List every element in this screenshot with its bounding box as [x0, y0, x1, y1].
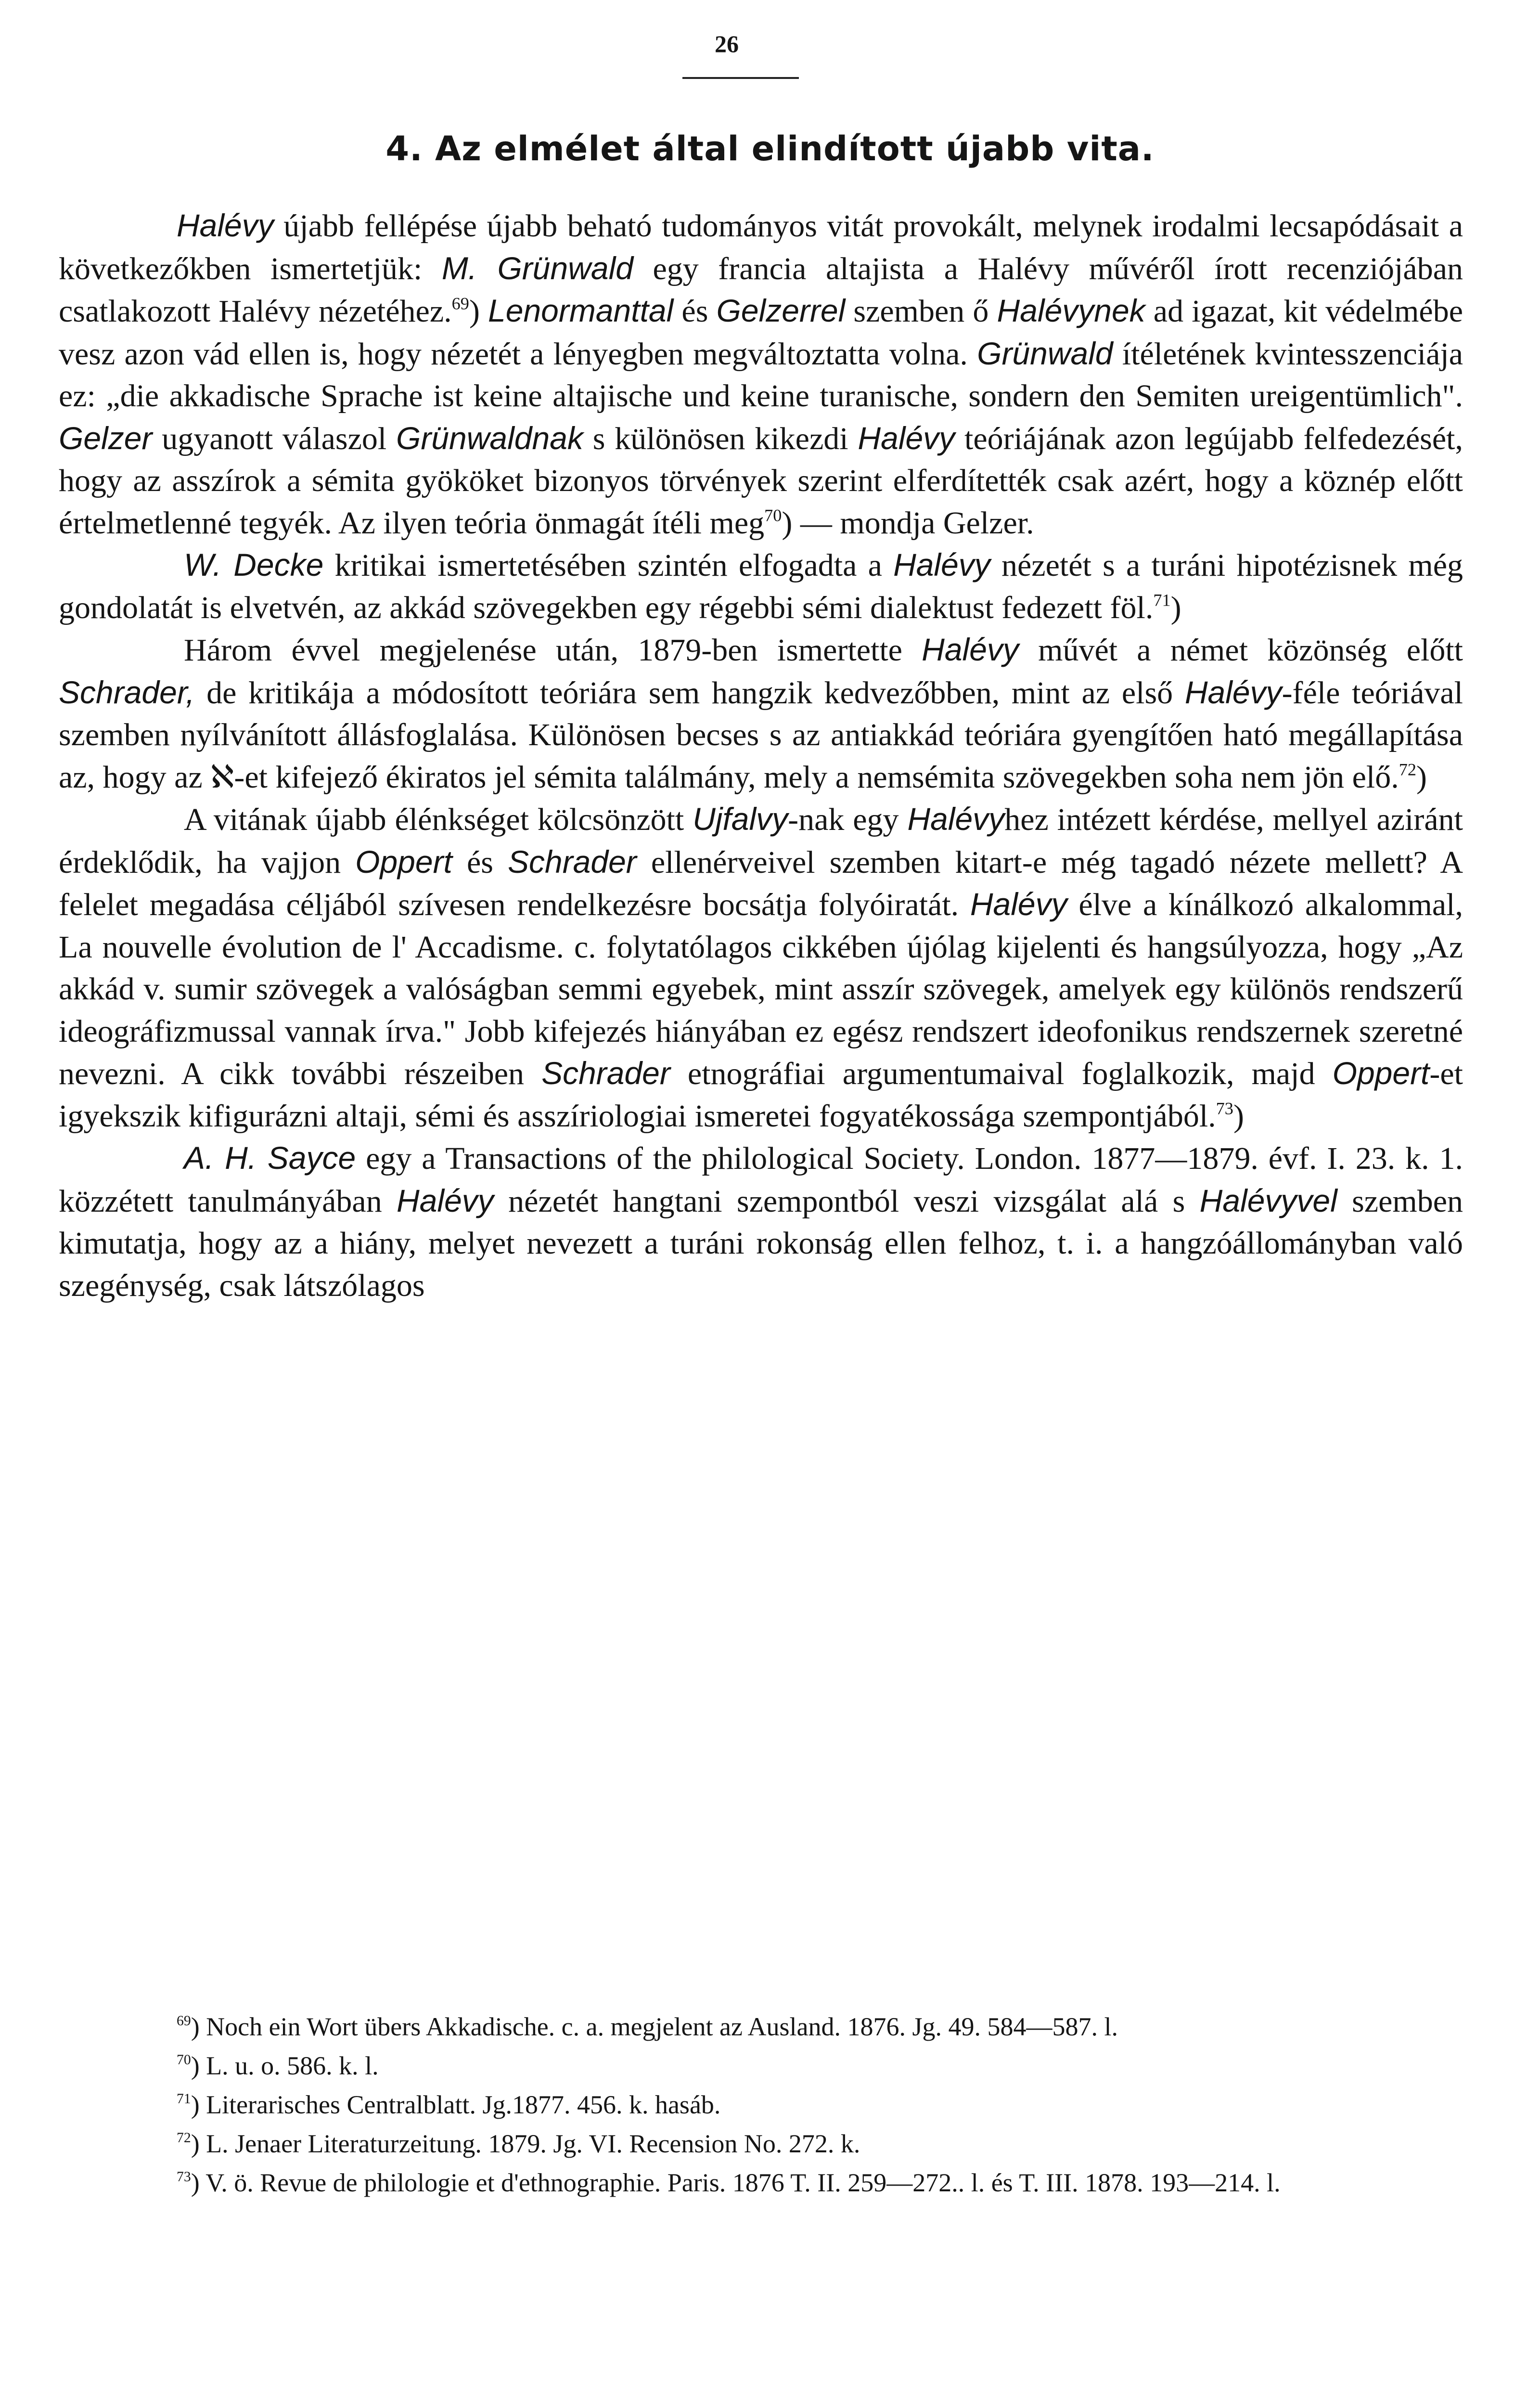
section-heading: 4. Az elmélet által elindított újabb vita. [385, 129, 1155, 168]
text-run: s különösen kikezdi [583, 421, 858, 456]
name-ref: Grünwald [977, 335, 1113, 371]
body-text [59, 205, 1463, 1307]
footnote-ref: 69 [451, 294, 469, 313]
name-ref: Halévyvel [1199, 1182, 1337, 1218]
name-ref: Halévy [177, 207, 274, 243]
footnote-ref: 73 [1216, 1099, 1233, 1118]
footnote-ref: 70 [764, 505, 782, 525]
name-ref: A. H. Sayce [184, 1140, 356, 1176]
footnote-ref: 71 [1153, 590, 1171, 610]
paragraph [59, 205, 1463, 544]
text-run: ) [1416, 759, 1427, 795]
paragraph [59, 798, 1463, 1137]
text-run: -nak egy [788, 802, 908, 837]
name-ref: Ujfalvy [693, 801, 788, 837]
text-run: szemben ő [845, 294, 997, 329]
name-ref: W. Decke [184, 547, 324, 582]
footnote-number: 70 [177, 2052, 191, 2068]
text-run: ítéletének kvintesszenciája ez: „die akkadische Sprache ist keine altajische und keine turanische, sondern den Semiten ureigentümlich". [59, 336, 1463, 414]
footnote-text: ) Literarisches Centralblatt. Jg.1877. 456. k. hasáb. [191, 2090, 721, 2119]
text-run: nézetét s a turáni hipotézisnek még gondolatát is elvetvén, az akkád szövegekben egy régebbi sémi dialektust fedezett föl. [59, 548, 1463, 625]
footnote-ref: 72 [1399, 760, 1417, 779]
name-ref: Schrader [541, 1055, 670, 1091]
text-run: ugyanott válaszol [152, 421, 397, 456]
name-ref: Oppert [355, 843, 452, 880]
name-ref: Gelzer [59, 420, 153, 456]
name-ref: Grünwaldnak [396, 420, 583, 456]
text-run: teóriájának azon legújabb felfedezését, hogy az asszírok a sémita gyököket bizonyos törvények szerint elferdítették csak azért, hogy a köznép előtt értelmetlenné tegyék. Az ilyen teória önmagát ítéli meg [59, 421, 1463, 541]
text-run: művét a német közönség előtt [1018, 633, 1463, 668]
name-ref: Halévynek [997, 293, 1145, 328]
footnote-text: ) L. u. o. 586. k. l. [191, 2051, 379, 2080]
text-run: A vitának újabb élénkséget kölcsönzött [184, 802, 693, 837]
text-run: ) — mondja Gelzer. [782, 505, 1034, 541]
text-run: ) [469, 294, 488, 329]
text-run: egy a Transactions of the philological Society. London. 1877—1879. évf. I. 23. k. 1. közzétett tanulmányában [59, 1141, 1463, 1219]
text-run: Három évvel megjelenése után, 1879-ben ismertette [184, 633, 922, 668]
text-run: és [452, 844, 508, 880]
text-run: de kritikája a módosított teóriára sem hangzik kedvezőbben, mint az első [194, 675, 1185, 711]
text-run: ad igazat, kit védelmébe vesz azon vád ellen is, hogy nézetét a lényegben megváltoztatta volna. [59, 294, 1463, 372]
page-number: 26 [715, 30, 739, 57]
name-ref: Halévy [907, 801, 1005, 837]
name-ref: Halévy [397, 1182, 494, 1218]
text-run: újabb fellépése újabb beható tudományos vitát provokált, melynek irodalmi lecsapódásait a következőkben ismertetjük: [59, 208, 1463, 286]
name-ref: Schrader [507, 843, 637, 880]
name-ref: Schrader, [59, 674, 195, 710]
text-run: és [673, 294, 717, 329]
name-ref: M. Grünwald [441, 250, 633, 286]
footnote-number: 71 [177, 2091, 191, 2107]
text-run: ) [1233, 1098, 1244, 1134]
paragraph [59, 629, 1463, 798]
footnote-number: 69 [177, 2013, 191, 2029]
name-ref: Halévy [922, 632, 1019, 667]
text-run: -féle teóriával szemben nyílvánított állásfoglalása. Különösen becses s az antiakkád teóriára gyengítően ható megállapítása az, hogy az ℵ-et kifejező ékiratos jel sémita találmány, mely a nemsémita szövegekben soha nem jön elő. [59, 675, 1463, 795]
footnote [59, 2007, 1463, 2046]
text-run: ellenérveivel szemben kitart-e még tagadó nézete mellett? A felelet megadása céljából szívesen rendelkezésre bocsátja folyóiratát. [59, 844, 1463, 922]
footnote [59, 2046, 1463, 2085]
footnote-text: ) V. ö. Revue de philologie et d'ethnographie. Paris. 1876 T. II. 259—272.. l. és T. III. 1878. 193—214. l. [191, 2168, 1281, 2197]
name-ref: Halévy [858, 420, 955, 456]
footnote-number: 72 [177, 2130, 191, 2146]
footnote-text: ) Noch ein Wort übers Akkadische. c. a. megjelent az Ausland. 1876. Jg. 49. 584—587. l. [191, 2012, 1118, 2041]
name-ref: Halévy [1184, 674, 1282, 710]
footnote [59, 2163, 1463, 2202]
name-ref: Lenormanttal [488, 293, 674, 328]
text-run: egy francia altajista a Halévy művéről írott recenziójában csatlakozott Halévy nézetéhez. [59, 251, 1463, 329]
footnote [59, 2085, 1463, 2124]
paragraph [59, 544, 1463, 629]
name-ref: Oppert [1332, 1055, 1430, 1091]
paragraph [59, 1137, 1463, 1307]
name-ref: Gelzerrel [716, 293, 846, 328]
footnote-number: 73 [177, 2169, 191, 2185]
text-run: kritikai ismertetésében szintén elfogadta a [323, 548, 894, 583]
footnote-text: ) L. Jenaer Literaturzeitung. 1879. Jg. VI. Recension No. 272. k. [191, 2129, 860, 2158]
page-number-rule [682, 77, 799, 79]
text-run: szemben kimutatja, hogy az a hiány, melyet nevezett a turáni rokonság ellen felhoz, t. i. a hangzóállományban való szegénység, csak látszólagos [59, 1183, 1463, 1303]
footnote [59, 2124, 1463, 2163]
name-ref: Halévy [970, 886, 1067, 922]
footnotes [59, 2007, 1463, 2202]
text-run: etnográfiai argumentumaival foglalkozik, majd [670, 1056, 1333, 1091]
text-run: élve a kínálkozó alkalommal, La nouvelle évolution de l' Accadisme. c. folytatólagos cikkében újólag kijelenti és hangsúlyozza, hogy „Az akkád v. sumir szövegek a valóságban semmi egyebek, mint asszír szövegek, amelyek egy különös rendszerű ideográfizmussal vannak írva." Jobb kifejezés hiányában ez egész rendszert ideofonikus rendszernek szeretné nevezni. A cikk további részeiben [59, 887, 1463, 1091]
text-run: nézetét hangtani szempontból veszi vizsgálat alá s [493, 1183, 1200, 1219]
name-ref: Halévy [893, 547, 990, 582]
text-run: ) [1170, 590, 1181, 625]
text-run: -et igyekszik kifigurázni altaji, sémi és asszíriologiai ismeretei fogyatékossága szempontjából. [59, 1056, 1463, 1134]
text-run: hez intézett kérdése, mellyel aziránt érdeklődik, ha vajjon [59, 802, 1463, 880]
